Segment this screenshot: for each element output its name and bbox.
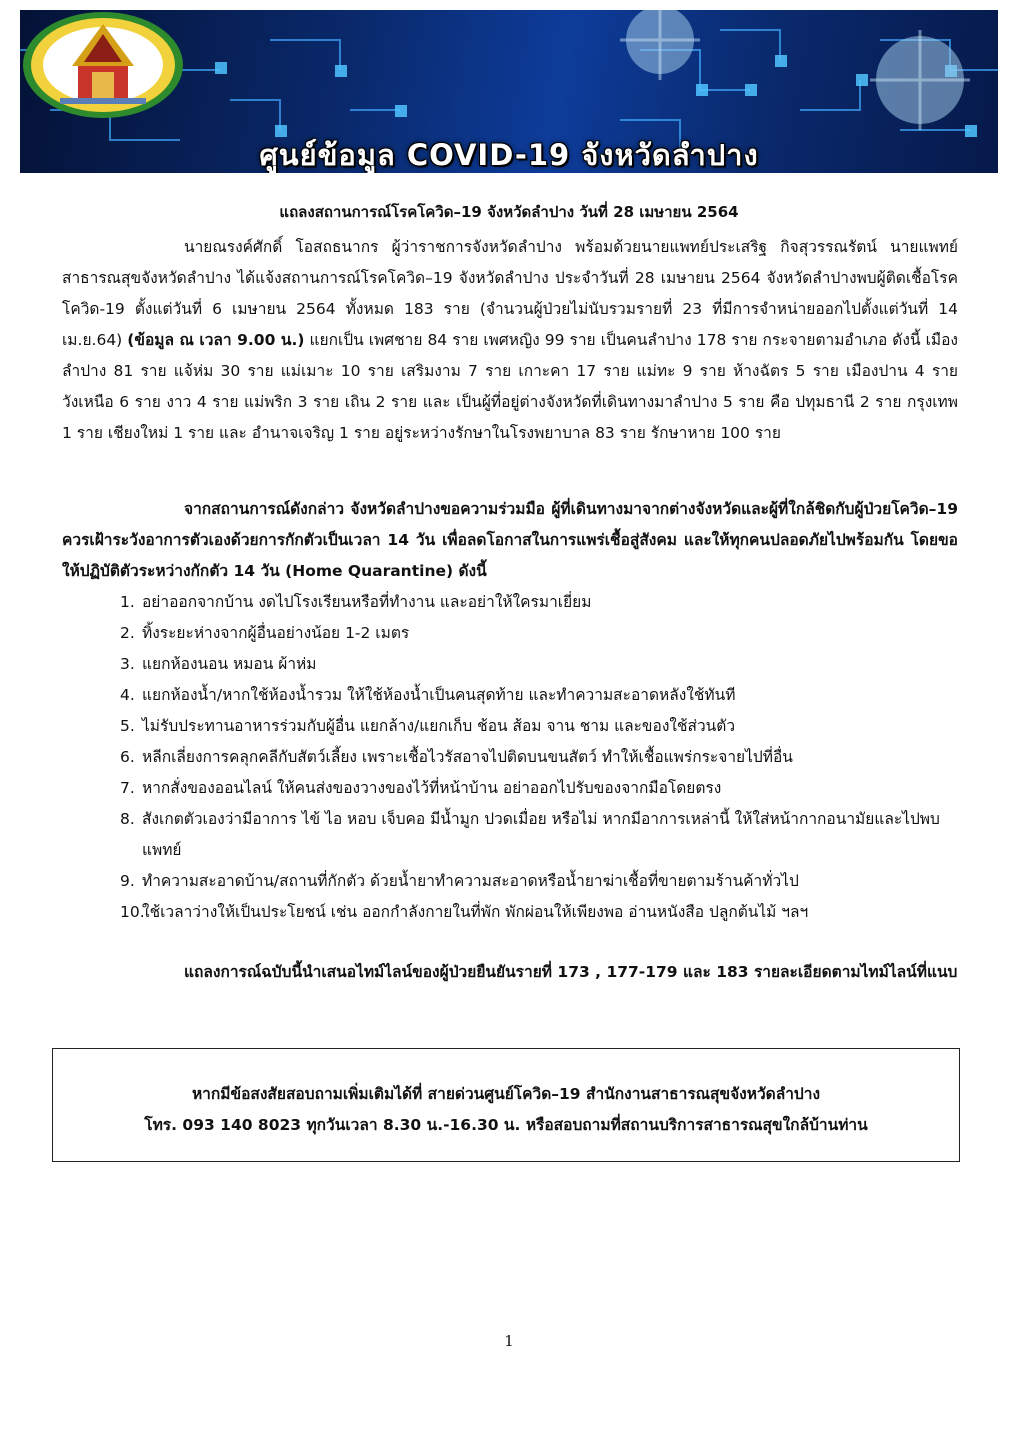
situation-text-rest: แยกเป็น เพศชาย 84 ราย เพศหญิง 99 ราย เป็นคนลำปาง 178 ราย กระจายตามอำเภอ ดังนี้ เมืองลำปาง 81 ราย แจ้ห่ม 30 ราย แม่เมาะ 10 ราย เสริมงาม 7 ราย เกาะคา 17 ราย แม่ทะ 9 ราย ห้างฉัตร 5 ราย เมืองปาน 4 ราย วังเหนือ 6 ราย งาว 4 ราย แม่พริก 3 ราย เถิน 2 ราย และ เป็นผู้ที่อยู่ต่างจังหวัดที่เดินทางมาลำปาง 5 ราย คือ ปทุมธานี 2 ราย กรุงเทพ 1 ราย เชียงใหม่ 1 ราย และ อำนาจเจริญ 1 ราย อยู่ระหว่างรักษาในโรงพยาบาล 83 ราย รักษาหาย 100 ราย <box>62 331 958 442</box>
list-item-text: ทำความสะอาดบ้าน/สถานที่กักตัว ด้วยน้ำยาทำความสะอาดหรือน้ำยาฆ่าเชื้อที่ขายตามร้านค้าทั่วไป <box>142 872 799 890</box>
timeline-text: แถลงการณ์ฉบับนี้นำเสนอไทม์ไลน์ของผู้ป่วยยืนยันรายที่ 173 , 177-179 และ 183 รายละเอียดตามไทม์ไลน์ที่แนบ <box>184 963 958 981</box>
list-item-text: ใช้เวลาว่างให้เป็นประโยชน์ เช่น ออกกำลังกายในที่พัก พักผ่อนให้เพียงพอ อ่านหนังสือ ปลูกต้นไม้ ฯลฯ <box>142 903 809 921</box>
list-item-number: 4. <box>120 686 135 704</box>
list-item-text: หลีกเลี่ยงการคลุกคลีกับสัตว์เลี้ยง เพราะเชื้อไวรัสอาจไปติดบนขนสัตว์ ทำให้เชื้อแพร่กระจายไปที่อื่น <box>142 748 793 766</box>
list-item-number: 3. <box>120 655 135 673</box>
list-item-text: แยกห้องนอน หมอน ผ้าห่ม <box>142 655 317 673</box>
contact-line-1: หากมีข้อสงสัยสอบถามเพิ่มเติมได้ที่ สายด่วนศูนย์โควิด–19 สำนักงานสาธารณสุขจังหวัดลำปาง <box>191 1085 821 1103</box>
list-item-number: 9. <box>120 872 135 890</box>
banner-title: ศูนย์ข้อมูล COVID-19 จังหวัดลำปาง <box>259 138 759 172</box>
situation-paragraph <box>62 232 958 449</box>
header-banner <box>20 10 998 173</box>
list-item <box>62 649 958 680</box>
lampang-province-seal <box>20 10 186 120</box>
quarantine-request-paragraph <box>62 494 958 587</box>
list-item-number: 6. <box>120 748 135 766</box>
home-quarantine-rules-list <box>62 587 958 928</box>
contact-info-box <box>52 1048 960 1162</box>
timeline-paragraph <box>62 957 958 988</box>
list-item-text: หากสั่งของออนไลน์ ให้คนส่งของวางของไว้ที่หน้าบ้าน อย่าออกไปรับของจากมือโดยตรง <box>142 779 722 797</box>
list-item-number: 8. <box>120 810 135 828</box>
list-item-number: 5. <box>120 717 135 735</box>
page-number: 1 <box>504 1332 514 1350</box>
list-item <box>62 587 958 618</box>
list-item <box>62 773 958 804</box>
list-item-text: สังเกตตัวเองว่ามีอาการ ไข้ ไอ หอบ เจ็บคอ มีน้ำมูก ปวดเมื่อย หรือไม่ หากมีอาการเหล่านี้ ให้ใส่หน้ากากอนามัยและไปพบแพทย์ <box>142 810 940 859</box>
list-item-number: 7. <box>120 779 135 797</box>
situation-text: นายณรงค์ศักดิ์ โอสถธนากร ผู้ว่าราชการจังหวัดลำปาง พร้อมด้วยนายแพทย์ประเสริฐ กิจสุวรรณรัตน์ นายแพทย์สาธารณสุขจังหวัดลำปาง ได้แจ้งสถานการณ์โรคโควิด–19 จังหวัดลำปาง ประจำวันที่ 28 เมษายน 2564 จังหวัดลำปางพบผู้ติดเชื้อโรคโควิด-19 ตั้งแต่วันที่ 6 เมษายน 2564 ทั้งหมด 183 ราย (จำนวนผู้ป่วยไม่นับรวมรายที่ 23 ที่มีการจำหน่ายออกไปตั้งแต่วันที่ 14 เม.ย.64) <box>62 238 958 349</box>
page-title: แถลงสถานการณ์โรคโควิด–19 จังหวัดลำปาง วันที่ 28 เมษายน 2564 <box>279 203 739 221</box>
quarantine-request-text: จากสถานการณ์ดังกล่าว จังหวัดลำปางขอความร่วมมือ ผู้ที่เดินทางมาจากต่างจังหวัดและผู้ที่ใกล้ชิดกับผู้ป่วยโควิด–19 ควรเฝ้าระวังอาการตัวเองด้วยการกักตัวเป็นเวลา 14 วัน เพื่อลดโอกาสในการแพร่เชื้อสู่สังคม และให้ทุกคนปลอดภัยไปพร้อมกัน โดยขอให้ปฏิบัติตัวระหว่างกักตัว 14 วัน (Home Quarantine) ดังนี้ <box>62 500 958 580</box>
list-item-text: ไม่รับประทานอาหารร่วมกับผู้อื่น แยกล้าง/แยกเก็บ ช้อน ส้อม จาน ชาม และของใช้ส่วนตัว <box>142 717 736 735</box>
list-item <box>62 866 958 897</box>
list-item <box>62 897 958 928</box>
list-item <box>62 711 958 742</box>
list-item <box>62 804 958 866</box>
contact-line-2: โทร. 093 140 8023 ทุกวันเวลา 8.30 น.-16.30 น. หรือสอบถามที่สถานบริการสาธารณสุขใกล้บ้านท่าน <box>144 1116 868 1134</box>
data-time-note: (ข้อมูล ณ เวลา 9.00 น.) <box>127 331 305 349</box>
list-item-text: แยกห้องน้ำ/หากใช้ห้องน้ำรวม ให้ใช้ห้องน้ำเป็นคนสุดท้าย และทำความสะอาดหลังใช้ทันที <box>142 686 736 704</box>
list-item-number: 10. <box>120 903 145 921</box>
list-item <box>62 680 958 711</box>
list-item-text: อย่าออกจากบ้าน งดไปโรงเรียนหรือที่ทำงาน และอย่าให้ใครมาเยี่ยม <box>142 593 592 611</box>
list-item-number: 2. <box>120 624 135 642</box>
list-item <box>62 618 958 649</box>
list-item-number: 1. <box>120 593 135 611</box>
list-item-text: ทิ้งระยะห่างจากผู้อื่นอย่างน้อย 1-2 เมตร <box>142 624 410 642</box>
list-item <box>62 742 958 773</box>
